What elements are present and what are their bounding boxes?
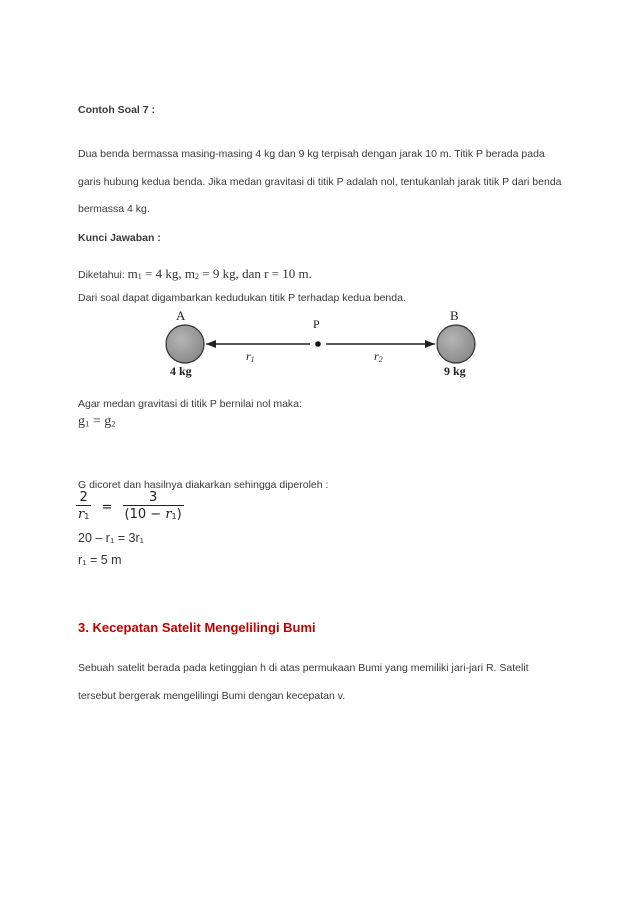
step2-b: = 5 m [86,553,122,567]
label-r1-sub: 1 [250,355,255,364]
fraction-left [76,490,91,525]
condition-text: Agar medan gravitasi di titik P bernilai nol maka: [78,398,302,410]
label-r2 [374,349,383,364]
fraction-right [123,490,184,525]
frac2-den-var: r [165,507,172,522]
known-prefix: Diketahui: [78,269,128,281]
section-heading: 3. Kecepatan Satelit Mengelilingi Bumi [78,620,316,635]
problem-line: bermassa 4 kg. [78,203,150,215]
fraction-left-denominator [76,506,91,525]
step1-a: 20 – r [78,531,110,545]
answer-heading: Kunci Jawaban : [78,232,161,244]
label-p: P [313,317,320,331]
label-r1 [246,349,255,364]
known-mid1: = 4 kg, m [141,266,195,281]
problem-line: garis hubung kedua benda. Jika medan gravitasi di titik P adalah nol, tentukanlah jarak titik P dari benda [78,175,562,188]
step2-a: r [78,553,83,567]
step-two [78,553,122,567]
fraction-left-numerator: 2 [76,490,91,506]
eq-g-mid: = g [89,414,112,429]
example-heading: Contoh Soal 7 : [78,104,155,116]
step1-b-sub: 1 [139,536,144,546]
eq-g-left: g [78,414,85,429]
diagram-intro: Dari soal dapat digambarkan kedudukan titik P terhadap kedua benda. [78,292,406,304]
problem-line: Dua benda bermassa masing-masing 4 kg dan 9 kg terpisah dengan jarak 10 m. Titik P berada pada [78,148,545,160]
fraction-equals: = [101,500,113,516]
known-m1-sub: 1 [137,272,142,282]
label-a: A [176,308,186,323]
fraction-right-denominator [123,506,184,525]
frac2-den-sub: 1 [171,512,177,522]
label-r2-var: r [374,349,379,363]
frac1-den-var: r [78,507,85,522]
known-m2-sub: 2 [194,272,199,282]
step1-b: = 3r [114,531,140,545]
label-r2-sub: 2 [378,355,383,364]
section-paragraph [78,655,562,710]
frac2-den-close: ) [176,507,182,522]
arrow-r2-head [425,340,435,348]
fraction-equation [76,490,184,525]
known-mid2: = 9 kg, dan r = 10 m. [199,266,312,281]
sphere-b [437,325,475,363]
gravity-equation [78,414,116,430]
section-line: tersebut bergerak mengelilingi Bumi dengan kecepatan v. [78,689,346,702]
step-one [78,531,144,545]
known-values [78,265,312,283]
frac2-den-open: (10 − [124,507,166,522]
known-expression [128,266,312,281]
label-r1-var: r [246,349,251,363]
section-line: Sebuah satelit berada pada ketinggian h di atas permukaan Bumi yang memiliki jari-jari R. Satelit [78,662,529,674]
mass-diagram [150,305,480,380]
eq-g-right-sub: 2 [111,418,116,429]
frac1-den-sub: 1 [84,512,90,522]
arrow-r1-head [206,340,216,348]
label-b: B [450,308,459,323]
known-m: m [127,266,138,281]
eq-g-left-sub: 1 [85,418,90,429]
problem-paragraph [78,141,562,224]
cancel-text: G dicoret dan hasilnya diakarkan sehingga diperoleh : [78,479,329,491]
point-p [315,341,321,347]
fraction-right-numerator: 3 [123,490,184,506]
sphere-a [166,325,204,363]
mass-b-label: 9 kg [444,364,466,378]
step1-a-sub: 1 [109,536,115,546]
mass-a-label: 4 kg [170,364,192,378]
step2-a-sub: 1 [82,558,87,568]
